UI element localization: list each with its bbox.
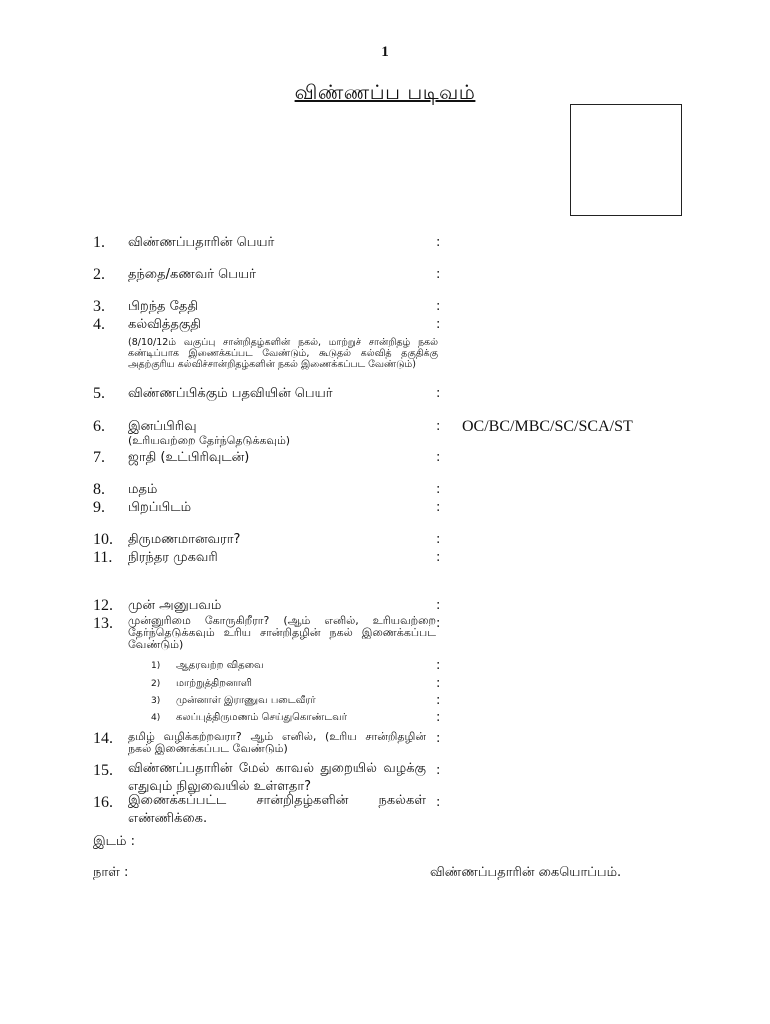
form-title: விண்ணப்ப படிவம்	[294, 80, 476, 104]
colon: :	[436, 386, 441, 401]
subitem-label: ஆதரவற்ற விதவை	[176, 660, 264, 671]
education-note: (8/10/12ம் வகுப்பு சான்றிதழ்களின் நகல், மாற்றுச் சான்றிதழ் நகல் கண்டிப்பாக இணைக்கப்பட வேண்டும், கூடுதல் கல்வித் தகுதிக்கு அதற்குரிய கல்விச்சான்றிதழ்களின் நகல் இணைக்கப்பட வேண்டும்)	[128, 337, 438, 370]
field-row-4	[0, 316, 770, 334]
field-label-tamil-medium: தமிழ் வழிக்கற்றவரா? ஆம் எனில், (உரிய சான்றிதழின் நகல் இணைக்கப்பட வேண்டும்)	[128, 730, 426, 755]
field-label-police-case: விண்ணப்பதாரின் மேல் காவல் துறையில் வழக்கு எதுவும் நிலுவையில் உள்ளதா?	[128, 761, 426, 794]
priority-subitem-2	[0, 676, 770, 692]
field-number: 15.	[93, 762, 113, 779]
field-label-certificate-count: இணைக்கப்பட்ட சான்றிதழ்களின் நகல்கள் எண்ணிக்கை.	[128, 793, 426, 826]
colon: :	[436, 658, 441, 673]
field-row-7	[0, 449, 770, 467]
colon: :	[436, 500, 441, 515]
field-row-1	[0, 234, 770, 252]
field-row-10	[0, 531, 770, 549]
colon: :	[436, 693, 441, 708]
field-row-5	[0, 385, 770, 403]
colon: :	[436, 532, 441, 547]
priority-subitem-4	[0, 710, 770, 726]
priority-subitem-1	[0, 658, 770, 674]
subitem-label: மாற்றுத்திறனாளி	[176, 678, 252, 689]
field-number: 14.	[93, 730, 113, 747]
priority-subitem-3	[0, 693, 770, 709]
field-label-married: திருமணமானவரா?	[128, 532, 241, 547]
subitem-label: முன்னாள் இராணுவ படைவீரர்	[176, 695, 316, 706]
subitem-number: 2)	[151, 679, 161, 689]
community-note: (உரியவற்றை தேர்ந்தெடுக்கவும்)	[128, 434, 291, 447]
subitem-number: 4)	[151, 713, 161, 723]
subitem-number: 1)	[151, 661, 161, 671]
field-number: 6.	[93, 418, 105, 435]
field-number: 8.	[93, 481, 105, 498]
colon: :	[436, 419, 441, 434]
colon: :	[436, 795, 441, 810]
colon: :	[436, 267, 441, 282]
field-number: 7.	[93, 449, 105, 466]
field-number: 16.	[93, 794, 113, 811]
colon: :	[436, 676, 441, 691]
field-label-education: கல்வித்தகுதி	[128, 317, 201, 332]
field-label-experience: முன் அனுபவம்	[128, 598, 222, 613]
field-number: 9.	[93, 499, 105, 516]
field-row-11	[0, 549, 770, 567]
field-row-9	[0, 499, 770, 517]
field-number: 4.	[93, 316, 105, 333]
colon: :	[436, 731, 441, 746]
field-number: 5.	[93, 385, 105, 402]
field-label-date-of-birth: பிறந்த தேதி	[128, 299, 198, 314]
field-label-priority-claim: முன்னுரிமை கோருகிறீரா? (ஆம் எனில், உரியவற்றை தேர்ந்தெடுக்கவும் உரிய சான்றிதழின் நகல் இணைக்கப்பட வேண்டும்)	[128, 614, 436, 651]
field-number: 12.	[93, 597, 113, 614]
colon: :	[436, 763, 441, 778]
page-number: 1	[381, 44, 389, 60]
field-label-post-applied: விண்ணப்பிக்கும் பதவியின் பெயர்	[128, 386, 333, 401]
colon: :	[436, 299, 441, 314]
colon: :	[436, 317, 441, 332]
community-options: OC/BC/MBC/SC/SCA/ST	[462, 418, 633, 435]
signature-label: விண்ணப்பதாரின் கையொப்பம்.	[430, 865, 622, 880]
colon: :	[436, 598, 441, 613]
colon: :	[436, 235, 441, 250]
colon: :	[436, 616, 441, 631]
field-row-8	[0, 481, 770, 499]
colon: :	[436, 482, 441, 497]
field-number: 2.	[93, 266, 105, 283]
field-label-applicant-name: விண்ணப்பதாரின் பெயர்	[128, 235, 275, 250]
field-row-12	[0, 597, 770, 615]
place-label: இடம் :	[93, 834, 135, 849]
subitem-label: கலப்புத்திருமணம் செய்துகொண்டவர்	[176, 712, 348, 723]
date-label: நாள் :	[93, 865, 129, 880]
field-label-father-husband-name: தந்தை/கணவர் பெயர்	[128, 267, 256, 282]
colon: :	[436, 450, 441, 465]
photo-box	[570, 104, 682, 216]
field-number: 10.	[93, 531, 113, 548]
field-number: 3.	[93, 298, 105, 315]
field-label-community: இனப்பிரிவு	[128, 419, 197, 434]
colon: :	[436, 710, 441, 725]
field-row-2	[0, 266, 770, 284]
field-label-birthplace: பிறப்பிடம்	[128, 500, 192, 515]
subitem-number: 3)	[151, 696, 161, 706]
field-label-permanent-address: நிரந்தர முகவரி	[128, 550, 218, 565]
field-number: 1.	[93, 234, 105, 251]
field-label-religion: மதம்	[128, 482, 158, 497]
colon: :	[436, 550, 441, 565]
field-row-3	[0, 298, 770, 316]
field-number: 11.	[93, 549, 113, 566]
field-label-caste: ஜாதி (உட்பிரிவுடன்)	[128, 450, 250, 465]
field-number: 13.	[93, 615, 113, 632]
